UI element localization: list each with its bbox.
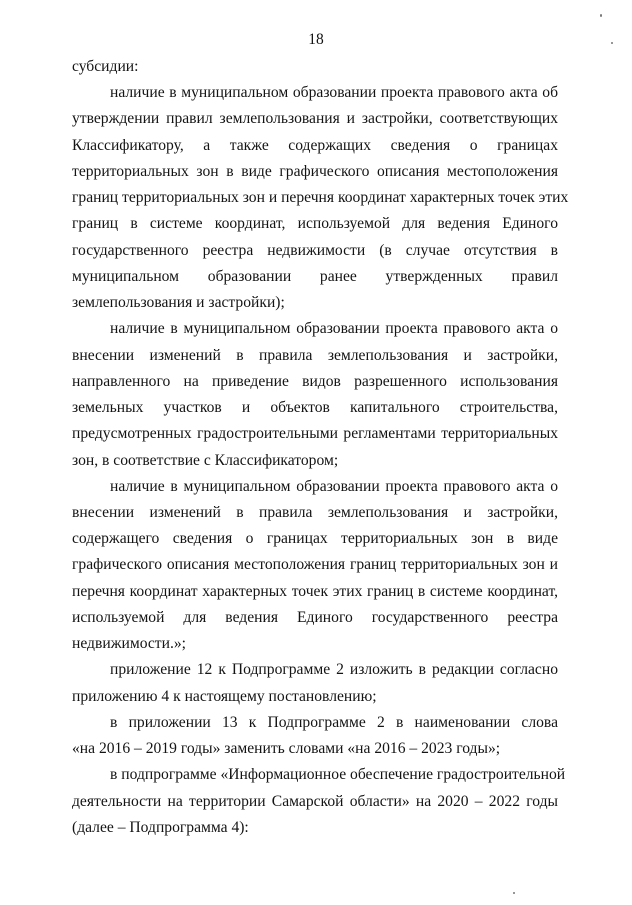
text-line: зон, в соответствие с Классификатором; (72, 451, 339, 469)
scan-speck (513, 892, 515, 894)
text-line: субсидии: (72, 58, 139, 75)
text-line: в приложении 13 к Подпрограмме 2 в наименовании слова (110, 713, 558, 731)
text-line: деятельности на территории Самарской области» на 2020 – 2022 годы (72, 792, 558, 810)
paragraph (72, 762, 566, 841)
text-line: наличие в муниципальном образовании проекта правового акта о (110, 477, 558, 495)
text-line: внесении изменений в правила землепользования и застройки, (72, 346, 558, 364)
paragraph (72, 316, 558, 473)
text-line: графического описания местоположения границ территориальных зон и (72, 556, 558, 574)
text-line: внесении изменений в правила землепользования и застройки, (72, 503, 558, 521)
text-line: (далее – Подпрограмма 4): (72, 818, 249, 836)
text-line: наличие в муниципальном образовании проекта правового акта об (110, 84, 558, 102)
text-line: предусмотренных градостроительными регламентами территориальных (72, 425, 558, 443)
paragraph (72, 657, 558, 709)
page-number: 18 (308, 31, 324, 48)
text-line: приложению 4 к настоящему постановлению; (72, 687, 377, 705)
text-line: направленного на приведение видов разрешенного использования (72, 372, 558, 390)
text-line: территориальных зон в виде графического описания местоположения (72, 162, 558, 180)
text-line: муниципальном образовании ранее утвержденных правил (72, 267, 558, 285)
paragraph (72, 474, 558, 658)
text-line: границ в системе координат, используемой для ведения Единого (72, 215, 558, 233)
paragraph (72, 710, 558, 762)
scan-speck (611, 42, 613, 44)
text-line: утверждении правил землепользования и застройки, соответствующих (72, 110, 558, 128)
text-line: границ территориальных зон и перечня координат характерных точек этих (72, 189, 569, 207)
text-line: недвижимости.»; (72, 635, 186, 653)
scan-speck (600, 14, 602, 17)
paragraph (72, 80, 569, 316)
text-line: государственного реестра недвижимости (в случае отсутствия в (72, 241, 558, 259)
text-line: земельных участков и объектов капитального строительства, (72, 399, 558, 417)
text-line: наличие в муниципальном образовании проекта правового акта о (110, 320, 558, 338)
text-line: землепользования и застройки); (72, 294, 285, 312)
document-body (72, 54, 569, 841)
text-line: перечня координат характерных точек этих границ в системе координат, (72, 582, 558, 600)
text-line: Классификатору, а также содержащих сведения о границах (72, 136, 558, 154)
text-line: в подпрограмме «Информационное обеспечение градостроительной (110, 766, 566, 784)
text-line: содержащего сведения о границах территориальных зон в виде (72, 530, 558, 548)
text-line: используемой для ведения Единого государственного реестра (72, 608, 558, 626)
text-line: приложение 12 к Подпрограмме 2 изложить в редакции согласно (110, 661, 558, 679)
paragraph (72, 54, 558, 80)
text-line: «на 2016 – 2019 годы» заменить словами «на 2016 – 2023 годы»; (72, 740, 501, 758)
